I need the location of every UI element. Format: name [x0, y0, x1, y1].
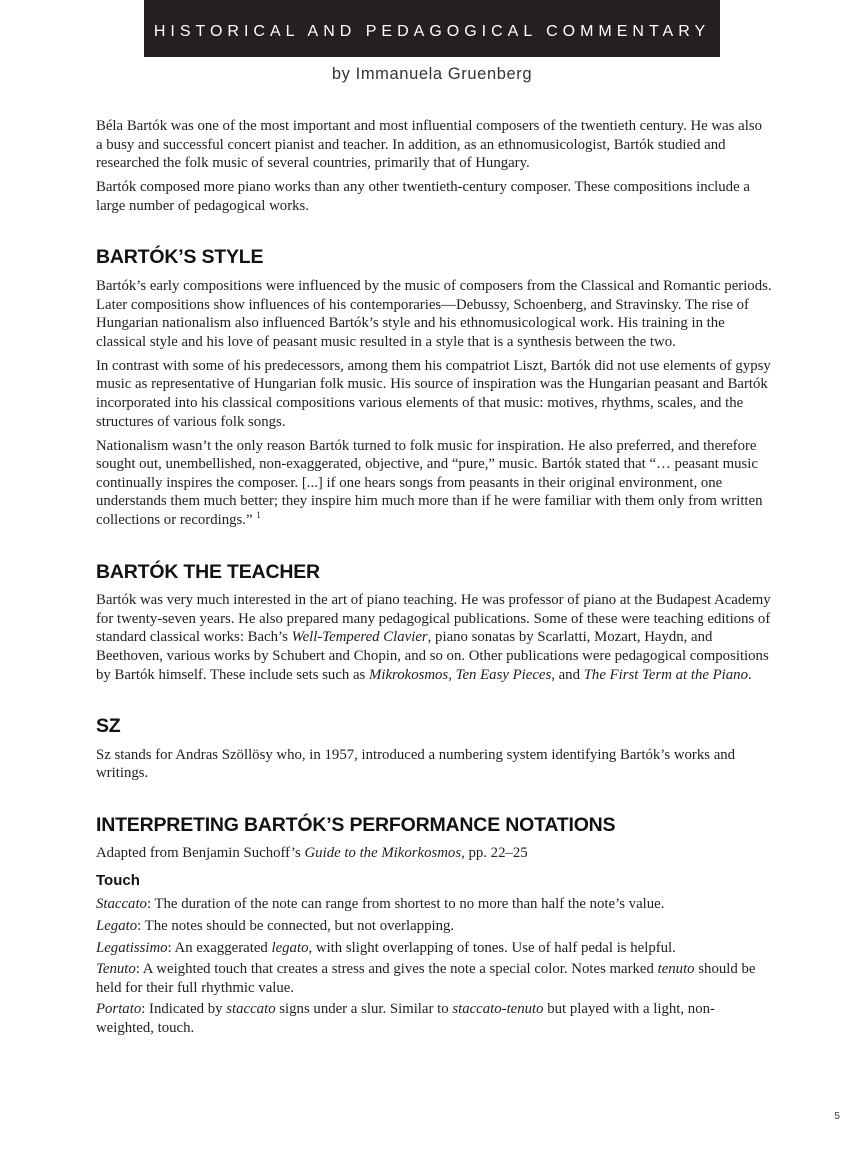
document-body: [96, 117, 772, 1040]
notations-source-line: Adapted from Benjamin Suchoff’s Guide to the Mikorkosmos, pp. 22–25: [96, 845, 528, 862]
section-heading-sz: SZ: [96, 715, 121, 738]
intro-paragraph-2: Bartók composed more piano works than any other twentieth-century composer. These compositions include a large number of pedagogical works.: [96, 179, 750, 214]
style-paragraph-3: Nationalism wasn’t the only reason Bartók turned to folk music for inspiration. He also preferred, and therefore sought out, unembellished, non-exaggerated, objective, and “pure,” music. Bartók stated that “… peasant music continually inspires the composer. [...] if one hears songs from peasants in their original environment, one understands them much better; they inspire him much more than if he were familiar with them only from written collections or recordings.” $^1$: [96, 437, 763, 529]
term-staccato: Staccato: The duration of the note can range from shortest to no more than half the note’s value.: [96, 896, 665, 913]
section-heading-bartok-the-teacher: BARTÓK THE TEACHER: [96, 560, 320, 583]
byline: by Immanuela Gruenberg: [331, 65, 533, 83]
sz-paragraph-1: Sz stands for Andras Szöllösy who, in 1957, introduced a numbering system identifying Bartók’s works and writings.: [96, 746, 736, 782]
section-heading-bartoks-style: BARTÓK’S STYLE: [96, 246, 264, 269]
header-bar: [144, 0, 720, 57]
section-heading-interpreting-notations: INTERPRETING BARTÓK’S PERFORMANCE NOTATIONS: [96, 813, 616, 836]
term-legatissimo: Legatissimo: An exaggerated legato, with slight overlapping of tones. Use of half pedal is helpful.: [96, 939, 676, 956]
style-paragraph-2: In contrast with some of his predecessors, among them his compatriot Liszt, Bartók did not use elements of gypsy music as representative of Hungarian folk music. His source of inspiration was the Hungarian peasant and Bartók incorporated into his classical compositions various elements of that music: motives, rhythms, scales, and the structures of various folk songs.: [96, 357, 771, 430]
style-paragraph-1: Bartók’s early compositions were influenced by the music of composers from the Classical and Romantic periods. Later compositions show influences of his contemporaries—Debussy, Schoenberg, and Stravinsky. The rise of Hungarian nationalism also influenced Bartók’s style and his ethnomusicological work. His training in the classical style and his love of peasant music resulted in a style that is a synthesis between the two.: [96, 277, 772, 350]
subheading-touch: Touch: [96, 871, 140, 889]
teacher-paragraph-1: Bartók was very much interested in the art of piano teaching. He was professor of piano at the Budapest Academy for twenty-seven years. He also prepared many pedagogical publications. Some of these were teaching editions of standard classical works: Bach’s Well-Tempered Clavier, piano sonatas by Scarlatti, Mozart, Haydn, and Beethoven, various works by Schubert and Chopin, and so on. Other publications were pedagogical compositions by Bartók himself. These include sets such as Mikrokosmos, Ten Easy Pieces, and The First Term at the Piano.: [96, 592, 771, 683]
term-legato: Legato: The notes should be connected, but not overlapping.: [96, 917, 455, 934]
term-tenuto: Tenuto: A weighted touch that creates a stress and gives the note a special color. Notes marked tenuto should be held for their full rhythmic value.: [96, 961, 756, 996]
page-title: HISTORICAL AND PEDAGOGICAL COMMENTARY: [153, 23, 711, 40]
term-portato: Portato: Indicated by staccato signs under a slur. Similar to staccato-tenuto but played with a light, non-weighted, touch.: [96, 1001, 715, 1036]
page-number: 5: [834, 1110, 840, 1122]
touch-terms-list: [96, 895, 772, 1037]
intro-paragraph-1: Béla Bartók was one of the most important and most influential composers of the twentieth century. He was also a busy and successful concert pianist and teacher. In addition, as an ethnomusicologist, Bartók studied and researched the folk music of several countries, primarily that of Hungary.: [96, 118, 762, 172]
